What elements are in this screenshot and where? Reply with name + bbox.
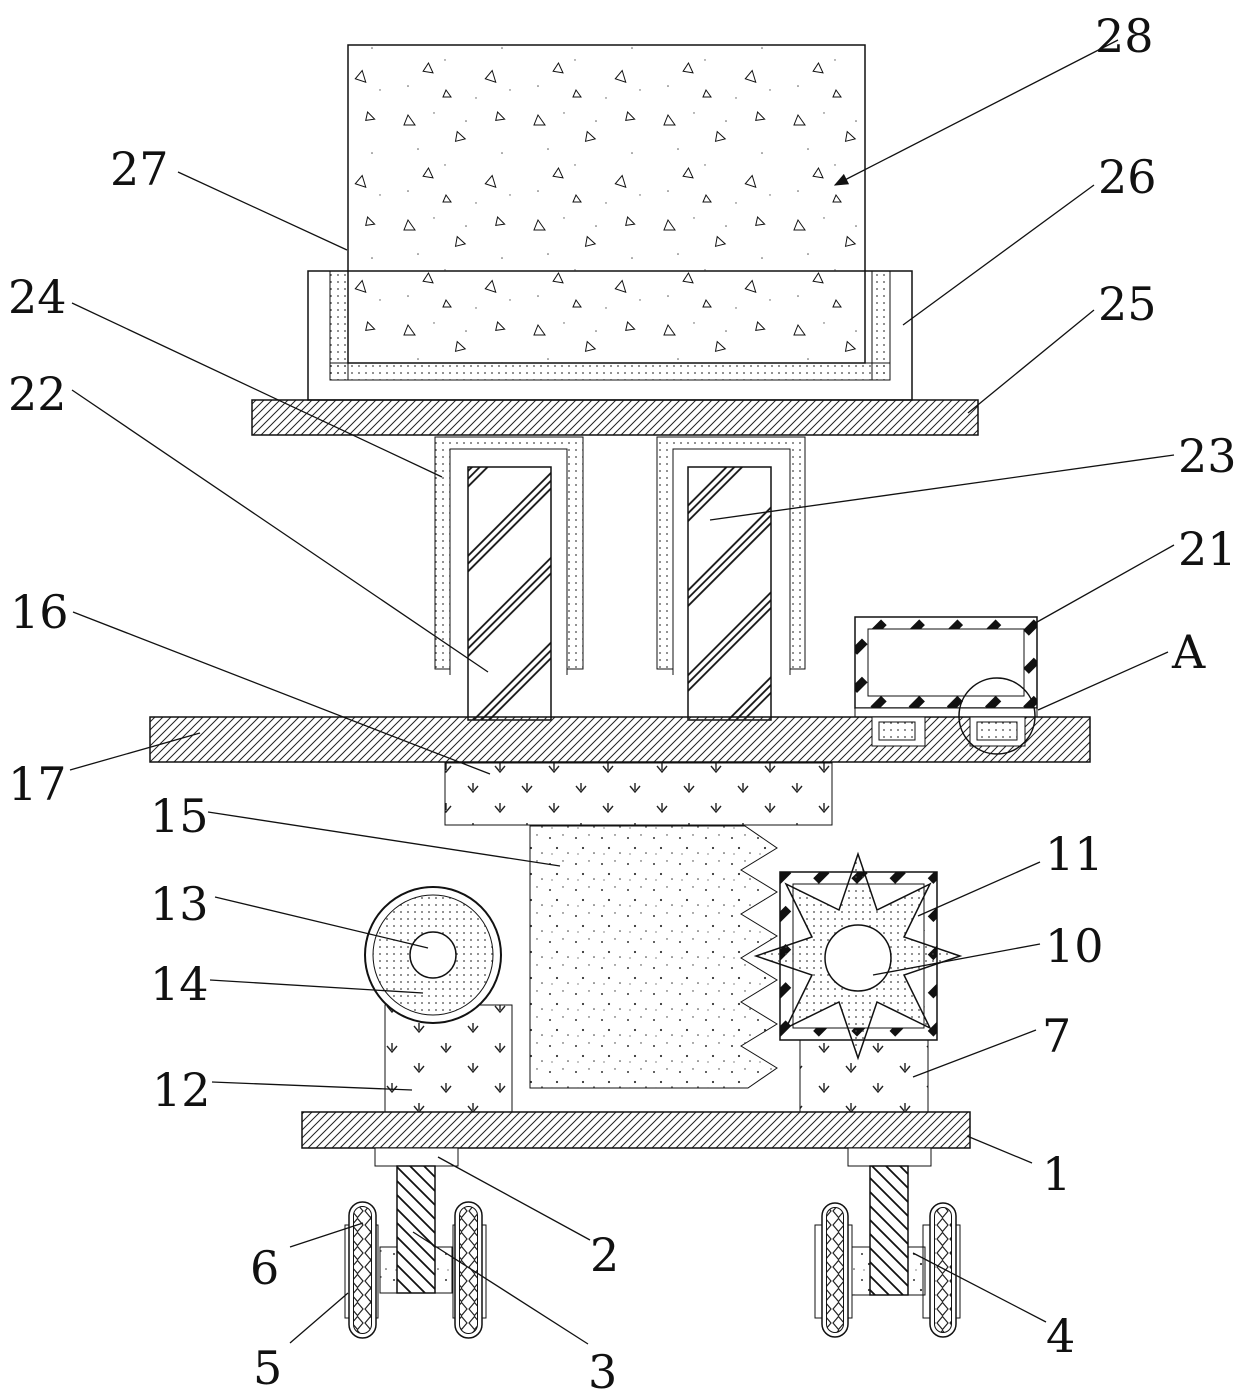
callout-10: 10 [1045, 919, 1104, 973]
support-column-right [800, 1040, 928, 1112]
middle-platform [150, 717, 1090, 762]
piston-rod-right [688, 467, 771, 720]
callout-3: 3 [588, 1345, 618, 1391]
callout-17: 17 [8, 757, 67, 811]
axle-block [380, 1247, 397, 1293]
roller-shaft [410, 932, 456, 978]
wheel-assembly-right [815, 1148, 960, 1337]
leg-mount-right [848, 1148, 931, 1166]
callout-4: 4 [1046, 1309, 1076, 1363]
axle-block [852, 1247, 870, 1295]
material-block [348, 45, 865, 363]
callout-6: 6 [250, 1241, 280, 1295]
callout-27: 27 [110, 142, 169, 196]
callout-24: 24 [8, 270, 67, 324]
base-plate [302, 1112, 970, 1148]
vibration-tray [308, 45, 912, 400]
callout-2: 2 [590, 1228, 620, 1282]
callout-A: A [1172, 625, 1206, 679]
top-platform [252, 400, 978, 435]
damper-block [530, 826, 777, 1088]
callout-22: 22 [8, 367, 67, 421]
callout-26: 26 [1098, 150, 1157, 204]
buffer-pad [445, 763, 832, 825]
gear-housing [756, 854, 960, 1058]
wheel [930, 1203, 956, 1337]
callout-11: 11 [1045, 827, 1104, 881]
cylinder-left [435, 437, 583, 720]
callout-16: 16 [10, 585, 69, 639]
callout-25: 25 [1098, 277, 1157, 331]
gear-shaft-hole [825, 925, 891, 991]
roller [365, 887, 501, 1023]
callout-14: 14 [150, 957, 209, 1011]
cylinder-right [657, 437, 805, 720]
piston-rod-left [468, 467, 551, 720]
support-leg-left [397, 1166, 435, 1293]
side-container [855, 617, 1037, 717]
leg-mount-left [375, 1148, 458, 1166]
callout-15: 15 [150, 789, 209, 843]
wheel [349, 1202, 376, 1338]
axle-block [435, 1247, 452, 1293]
support-leg-right [870, 1166, 908, 1295]
callout-1: 1 [1042, 1147, 1072, 1201]
callout-28: 28 [1095, 9, 1154, 63]
wheel-assembly-left [345, 1148, 486, 1338]
callout-7: 7 [1042, 1009, 1072, 1063]
callout-13: 13 [150, 877, 209, 931]
wheel [455, 1202, 482, 1338]
callout-23: 23 [1178, 429, 1237, 483]
wheel [822, 1203, 848, 1337]
callout-21: 21 [1178, 522, 1237, 576]
callout-5: 5 [253, 1341, 283, 1391]
callout-12: 12 [152, 1063, 211, 1117]
